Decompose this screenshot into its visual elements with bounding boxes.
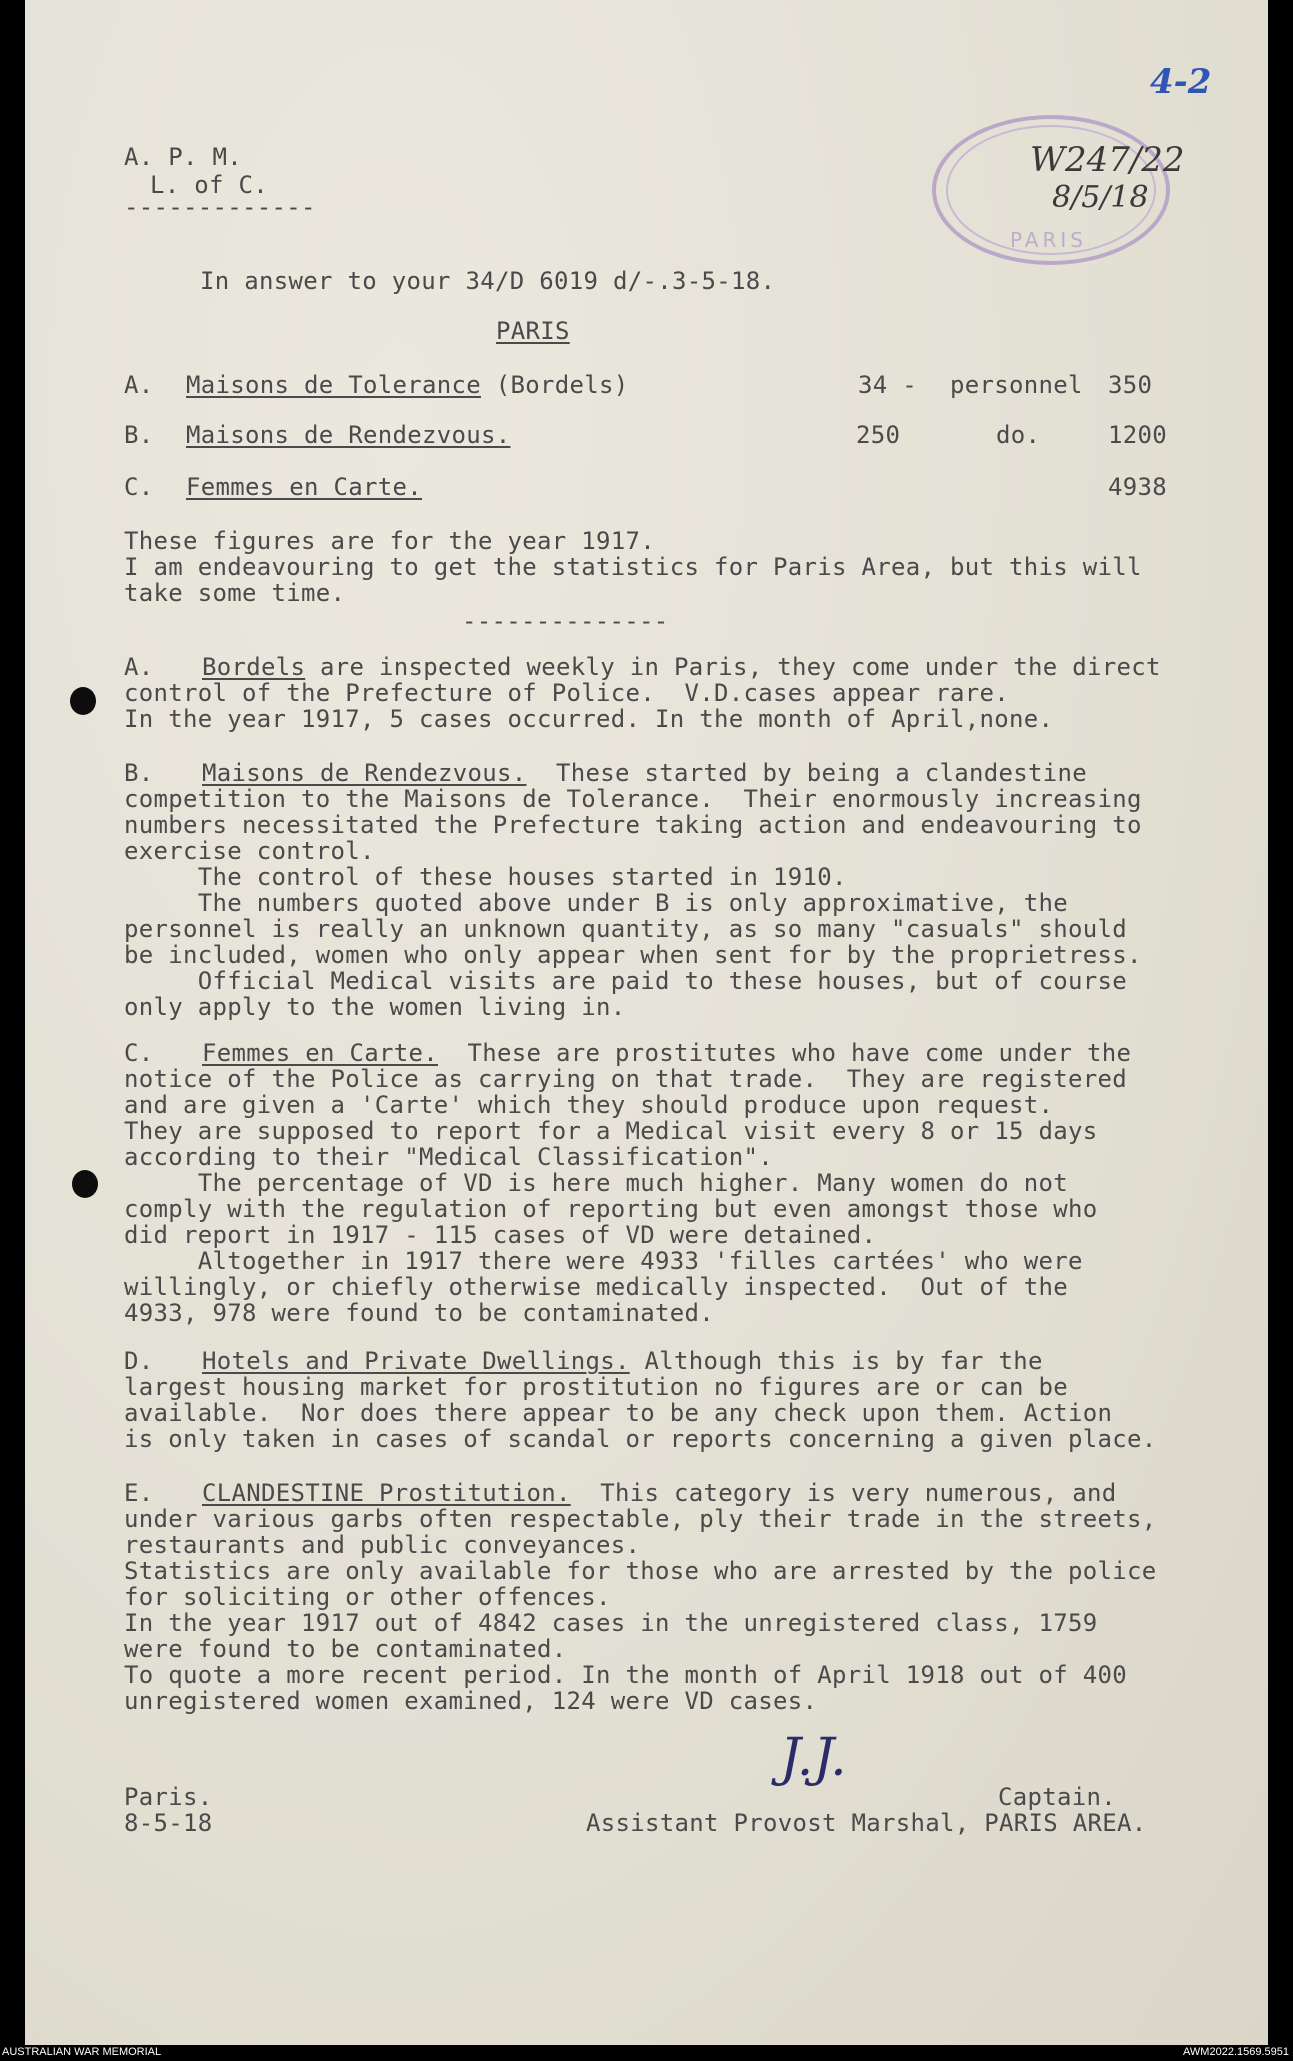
section-line: Statistics are only available for those who are arrested by the police: [124, 1557, 1157, 1585]
signature-date: 8-5-18: [124, 1809, 213, 1837]
section-divider: --------------: [462, 607, 669, 635]
section-letter: C.: [124, 1039, 154, 1067]
archive-reference: AWM2022.1569.5951: [1183, 2046, 1289, 2058]
section-line: personnel is really an unknown quantity, as so many "casuals" should: [124, 915, 1127, 943]
intro-line: In answer to your 34/D 6019 d/-.3-5-18.: [200, 267, 776, 295]
section-letter: A.: [124, 653, 154, 681]
section-line: for soliciting or other offences.: [124, 1583, 611, 1611]
punch-hole: [72, 1170, 98, 1198]
signature-initials: J.J.: [780, 1728, 847, 1788]
section-line: unregistered women examined, 124 were VD cases.: [124, 1687, 818, 1715]
section-line: is only taken in cases of scandal or reports concerning a given place.: [124, 1425, 1157, 1453]
section-first-line: [202, 1040, 1131, 1066]
section-line: under various garbs often respectable, ply their trade in the streets,: [124, 1505, 1157, 1533]
section-line: They are supposed to report for a Medical visit every 8 or 15 days: [124, 1117, 1098, 1145]
section-first-text: These started by being a clandestine: [526, 759, 1087, 787]
category-name: Femmes en Carte.: [186, 473, 422, 501]
category-name: [186, 372, 628, 398]
section-letter: B.: [124, 759, 154, 787]
section-heading: Maisons de Rendezvous.: [202, 759, 527, 787]
signature-place: Paris.: [124, 1783, 213, 1811]
section-line: To quote a more recent period. In the month of April 1918 out of 400: [124, 1661, 1127, 1689]
category-personnel: 1200: [1108, 421, 1167, 449]
category-unit: do.: [996, 421, 1041, 449]
section-line: be included, women who only appear when sent for by the proprietress.: [124, 941, 1142, 969]
section-line: were found to be contaminated.: [124, 1635, 567, 1663]
section-heading: Femmes en Carte.: [202, 1039, 438, 1067]
section-first-line: [202, 1348, 1043, 1374]
section-line: available. Nor does there appear to be any check upon them. Action: [124, 1399, 1113, 1427]
section-line: The percentage of VD is here much higher. Many women do not: [124, 1169, 1068, 1197]
section-letter: E.: [124, 1479, 154, 1507]
document-page: [25, 0, 1268, 2045]
section-first-text: These are prostitutes who have come under the: [438, 1039, 1132, 1067]
section-heading: Hotels and Private Dwellings.: [202, 1347, 630, 1375]
addressee-line-2: L. of C.: [150, 171, 268, 199]
section-line: willingly, or chiefly otherwise medically inspected. Out of the: [124, 1273, 1068, 1301]
stamp-handwritten-date: 8/5/18: [1052, 180, 1149, 215]
archive-credit: AUSTRALIAN WAR MEMORIAL: [2, 2046, 162, 2058]
section-first-text: are inspected weekly in Paris, they come under the direct: [305, 653, 1161, 681]
category-letter: C.: [124, 473, 154, 501]
section-line: In the year 1917, 5 cases occurred. In the month of April,none.: [124, 705, 1054, 733]
section-line: 4933, 978 were found to be contaminated.: [124, 1299, 714, 1327]
category-personnel: 350: [1108, 371, 1153, 399]
signature-rank: Captain.: [998, 1783, 1116, 1811]
section-line: Official Medical visits are paid to these houses, but of course: [124, 967, 1127, 995]
category-count: 250: [856, 421, 901, 449]
section-first-line: [202, 760, 1087, 786]
category-personnel: 4938: [1108, 473, 1167, 501]
section-letter: D.: [124, 1347, 154, 1375]
section-line: largest housing market for prostitution no figures are or can be: [124, 1373, 1068, 1401]
category-letter: B.: [124, 421, 154, 449]
section-first-line: [202, 1480, 1116, 1506]
category-unit: personnel: [950, 371, 1083, 399]
section-line: The control of these houses started in 1910.: [124, 863, 847, 891]
signature-title: Assistant Provost Marshal, PARIS AREA.: [586, 1809, 1147, 1837]
stamp-label: PARIS: [1010, 228, 1087, 252]
section-line: comply with the regulation of reporting but even amongst those who: [124, 1195, 1098, 1223]
stamp-handwritten-reference: W247/22: [1030, 140, 1185, 180]
city-heading: PARIS: [496, 317, 570, 345]
category-name-text: Maisons de Tolerance: [186, 371, 481, 399]
addressee-line-1: A. P. M.: [124, 143, 242, 171]
section-line: Altogether in 1917 there were 4933 'filles cartées' who were: [124, 1247, 1083, 1275]
corner-mark: 4-2: [1150, 62, 1212, 102]
section-heading: Bordels: [202, 653, 306, 681]
addressee-rule: -------------: [124, 193, 316, 221]
section-line: notice of the Police as carrying on that trade. They are registered: [124, 1065, 1127, 1093]
category-letter: A.: [124, 371, 154, 399]
section-line: competition to the Maisons de Tolerance. Their enormously increasing: [124, 785, 1142, 813]
category-count: 34 -: [858, 371, 917, 399]
section-line: The numbers quoted above under B is only approximative, the: [124, 889, 1068, 917]
section-first-line: [202, 654, 1161, 680]
punch-hole: [70, 687, 96, 715]
note-line: These figures are for the year 1917.: [124, 527, 655, 555]
section-line: and are given a 'Carte' which they should produce upon request.: [124, 1091, 1054, 1119]
section-heading: CLANDESTINE Prostitution.: [202, 1479, 571, 1507]
section-line: only apply to the women living in.: [124, 993, 626, 1021]
section-line: control of the Prefecture of Police. V.D.cases appear rare.: [124, 679, 1009, 707]
section-line: restaurants and public conveyances.: [124, 1531, 641, 1559]
section-first-text: Although this is by far the: [629, 1347, 1043, 1375]
section-line: did report in 1917 - 115 cases of VD were detained.: [124, 1221, 877, 1249]
category-name: Maisons de Rendezvous.: [186, 421, 511, 449]
note-line: take some time.: [124, 579, 346, 607]
section-line: exercise control.: [124, 837, 375, 865]
category-name-suffix: (Bordels): [480, 371, 629, 399]
section-line: numbers necessitated the Prefecture taking action and endeavouring to: [124, 811, 1142, 839]
section-first-text: This category is very numerous, and: [570, 1479, 1117, 1507]
section-line: In the year 1917 out of 4842 cases in the unregistered class, 1759: [124, 1609, 1098, 1637]
note-line: I am endeavouring to get the statistics for Paris Area, but this will: [124, 553, 1142, 581]
section-line: according to their "Medical Classification".: [124, 1143, 773, 1171]
